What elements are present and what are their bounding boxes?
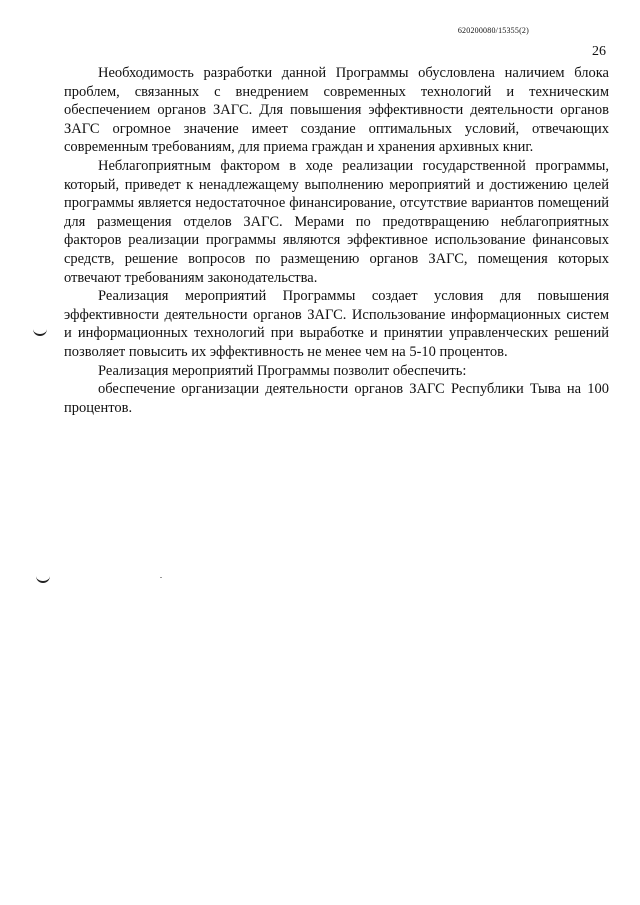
paragraph: обеспечение организации деятельности органов ЗАГС Республики Тыва на 100 процентов.: [64, 381, 609, 416]
page-number: 26: [592, 44, 606, 59]
paragraph: Реализация мероприятий Программы позволит обеспечить:: [98, 362, 467, 379]
document-code: 620200080/15355(2): [457, 26, 529, 35]
scan-speck: [160, 577, 162, 578]
paragraph: Неблагоприятным фактором в ходе реализации государственной программы, который, приведет к ненадлежащему выполнению мероприятий и достижению целей программы является недостаточное финансирование, отсутствие вариантов помещений для размещения отделов ЗАГС. Мерами по предотвращению неблагоприятных факторов реализации программы являются эффективное использование финансовых средств, решение вопросов по размещению органов ЗАГС, помещения которых отвечают требованиям законодательства.: [64, 157, 609, 286]
paragraph: Реализация мероприятий Программы создает условия для повышения эффективности деятельности органов ЗАГС. Использование информационных систем и информационных технологий при выработке и принятии управленческих решений позволяет повысить их эффективность не менее чем на 5-10 процентов.: [64, 288, 609, 360]
scan-mark: [33, 327, 47, 336]
scan-mark: [36, 574, 50, 583]
paragraph: Необходимость разработки данной Программы обусловлена наличием блока проблем, связанных с внедрением современных технологий и техническим обеспечением органов ЗАГС. Для повышения эффективности деятельности органов ЗАГС огромное значение имеет создание оптимальных условий, отвечающих современным требованиям, для приема граждан и хранения архивных книг.: [64, 65, 609, 156]
body-text: [64, 64, 609, 417]
